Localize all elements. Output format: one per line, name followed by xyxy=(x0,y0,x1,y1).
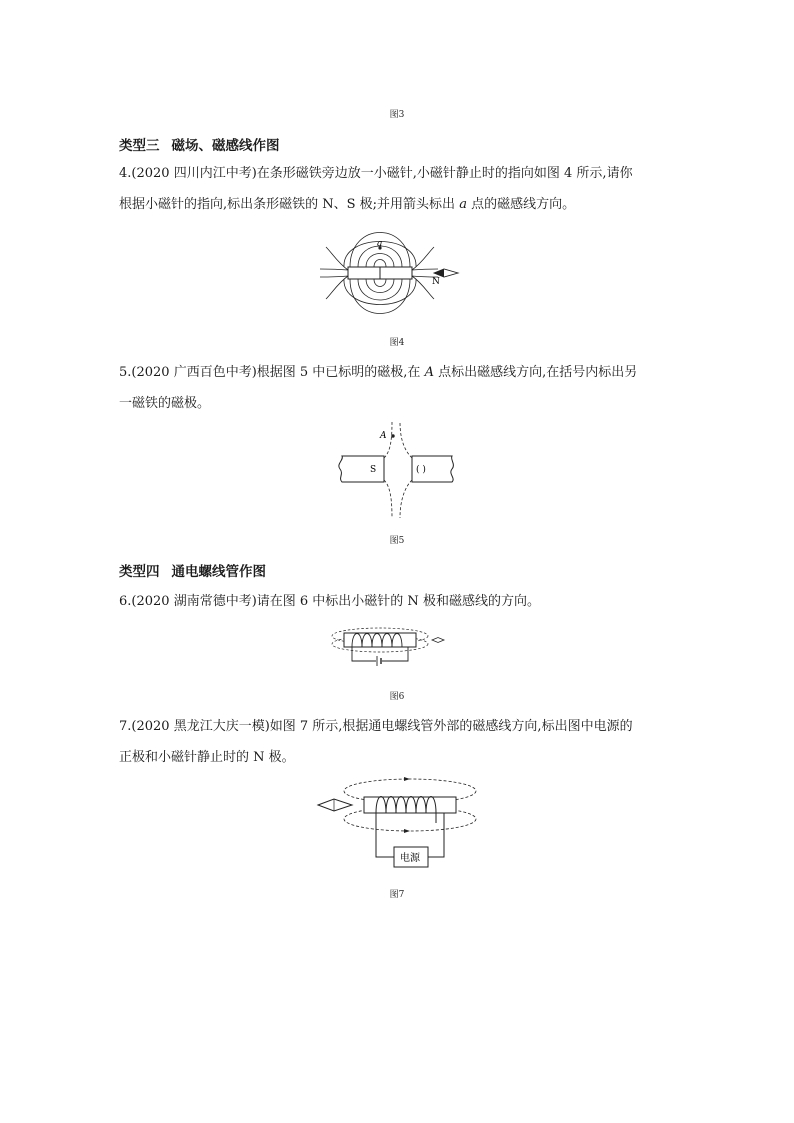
question-7-line-2: 正极和小磁针静止时的 N 极。 xyxy=(119,750,295,765)
point-A-marker xyxy=(391,434,394,437)
power-source-label: 电源 xyxy=(400,853,420,864)
compass-needle xyxy=(434,269,458,277)
question-4-line-1: 4.(2020 四川内江中考)在条形磁铁旁边放一小磁针,小磁针静止时的指向如图 4 所示,请你 xyxy=(119,166,633,181)
left-magnet-s-label: S xyxy=(370,465,377,475)
figure-4-caption: 图4 xyxy=(389,338,405,348)
figure-7-solenoid-power xyxy=(314,777,484,873)
question-6 xyxy=(119,586,679,617)
figure-4-bar-magnet-field xyxy=(320,225,470,321)
variable-A: A xyxy=(424,365,434,380)
section-label: 类型四 xyxy=(119,564,160,580)
question-5-line-2: 一磁铁的磁极。 xyxy=(119,396,211,411)
field-line-arrow-top xyxy=(404,777,410,781)
figure-6-solenoid xyxy=(330,623,460,669)
field-line-arrow-bottom xyxy=(404,829,410,833)
point-a-label: a xyxy=(377,239,383,249)
compass-needle xyxy=(318,799,352,811)
question-6-line-1: 6.(2020 湖南常德中考)请在图 6 中标出小磁针的 N 极和磁感线的方向。 xyxy=(119,594,540,609)
compass-needle-n-label: N xyxy=(432,277,440,287)
left-magnet xyxy=(339,456,384,482)
question-5 xyxy=(119,357,679,419)
question-4-line-2: 根据小磁针的指向,标出条形磁铁的 N、S 极;并用箭头标出 a 点的磁感线方向。 xyxy=(119,197,576,212)
section-label: 类型三 xyxy=(119,138,160,154)
question-5-line-1: 5.(2020 广西百色中考)根据图 5 中已标明的磁极,在 A 点标出磁感线方向,在括号内标出另 xyxy=(119,365,638,380)
section-title: 通电螺线管作图 xyxy=(171,564,266,580)
compass-needle xyxy=(432,638,444,643)
section-heading-type3 xyxy=(119,134,280,154)
question-7 xyxy=(119,711,679,773)
question-7-line-1: 7.(2020 黑龙江大庆一模)如图 7 所示,根据通电螺线管外部的磁感线方向,标出图中电源的 xyxy=(119,719,633,734)
variable-a: a xyxy=(459,197,467,212)
figure-6-caption: 图6 xyxy=(389,692,405,702)
right-magnet-pole-bracket: ( ) xyxy=(416,465,426,475)
figure-7-caption: 图7 xyxy=(389,890,405,900)
figure-3-caption: 图3 xyxy=(389,110,405,120)
figure-5-two-magnets xyxy=(338,422,458,518)
question-4 xyxy=(119,158,679,220)
point-A-label: A xyxy=(380,431,387,441)
figure-5-caption: 图5 xyxy=(389,536,405,546)
section-heading-type4 xyxy=(119,560,266,580)
section-title: 磁场、磁感线作图 xyxy=(171,138,280,154)
